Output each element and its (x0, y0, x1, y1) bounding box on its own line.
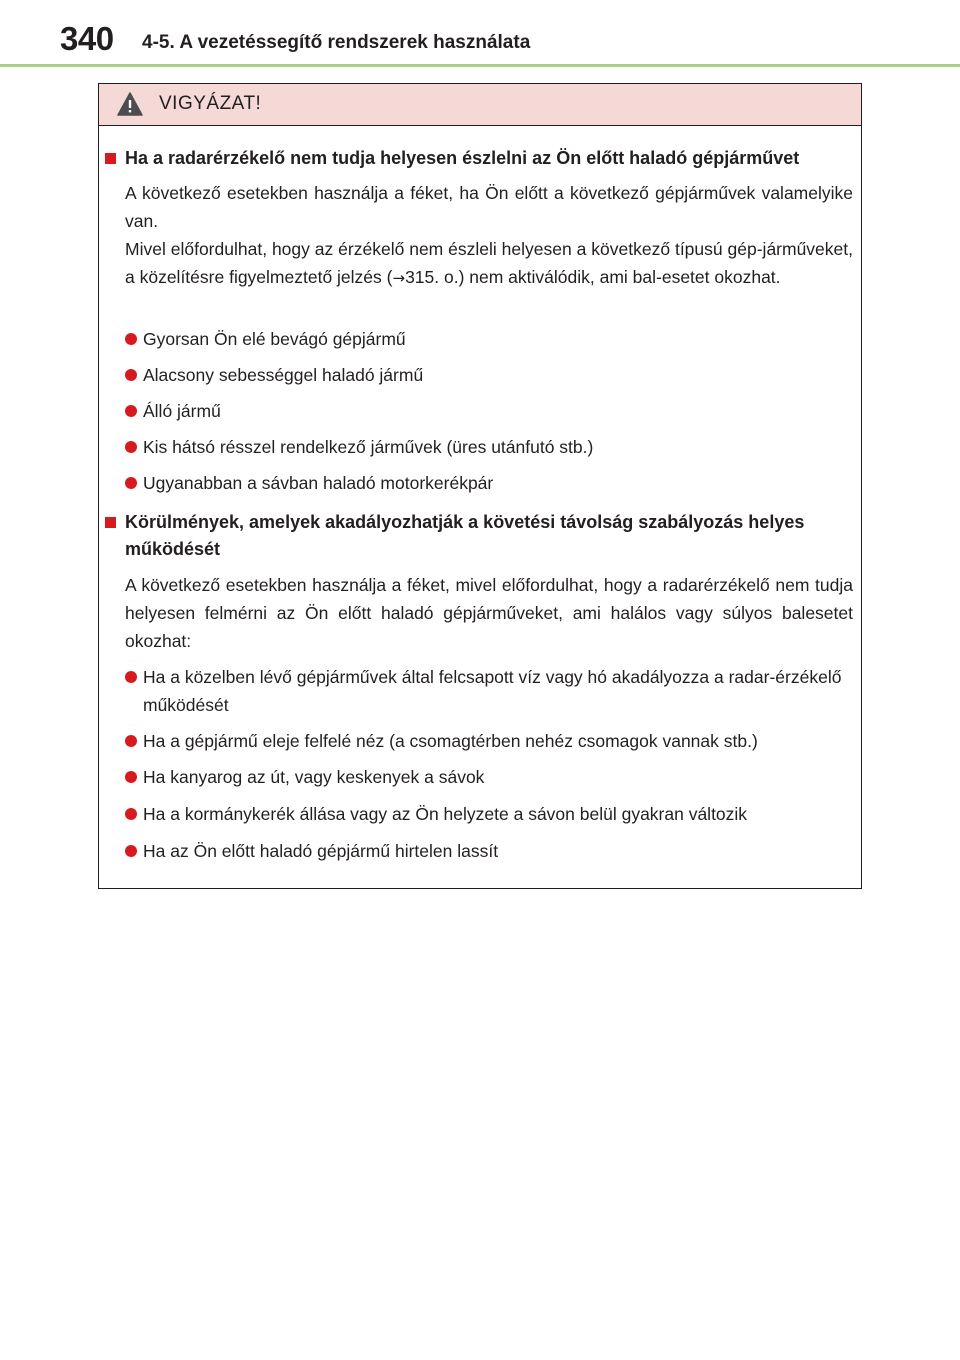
red-bullet-icon (125, 808, 137, 820)
arrow-icon: → (392, 269, 406, 287)
list-item: Ha a közelben lévő gépjárművek által felcsapott víz vagy hó akadályozza a radar-érzékelő működését (125, 663, 855, 719)
header-rule (0, 64, 960, 67)
red-bullet-icon (125, 735, 137, 747)
topic-title: Ha a radarérzékelő nem tudja helyesen észlelni az Ön előtt haladó gépjárművet (125, 148, 800, 168)
warning-triangle-icon (117, 92, 143, 116)
topic-radar-detection (105, 145, 855, 172)
red-square-marker (105, 153, 116, 164)
list-item: Ha a kormánykerék állása vagy az Ön helyzete a sávon belül gyakran változik (125, 800, 855, 828)
red-bullet-icon (125, 369, 137, 381)
list-item: Álló jármű (125, 397, 855, 425)
list-item: Alacsony sebességgel haladó jármű (125, 361, 855, 389)
topic-following-distance (105, 509, 855, 563)
list-item: Ha az Ön előtt haladó gépjármű hirtelen lassít (125, 837, 855, 865)
paragraph: A következő esetekben használja a féket, ha Ön előtt a következő gépjárművek valamelyike van. (125, 183, 853, 231)
page-number: 340 (60, 20, 114, 57)
topic-title: Körülmények, amelyek akadályozhatják a követési távolság szabályozás helyes működését (125, 512, 805, 559)
paragraph: A következő esetekben használja a féket, mivel előfordulhat, hogy a radarérzékelő nem tudja helyesen felmérni az Ön előtt haladó gépjárműveket, ami halálos vagy súlyos balesetet okozhat: (125, 575, 853, 651)
warning-box (98, 83, 862, 889)
red-bullet-icon (125, 405, 137, 417)
page-header (0, 0, 960, 70)
list-item: Ugyanabban a sávban haladó motorkerékpár (125, 469, 855, 497)
list-item: Gyorsan Ön elé bevágó gépjármű (125, 325, 855, 353)
list-item: Kis hátsó résszel rendelkező járművek (üres utánfutó stb.) (125, 433, 855, 461)
list-item: Ha kanyarog az út, vagy keskenyek a sávok (125, 763, 855, 791)
red-square-marker (105, 517, 116, 528)
red-bullet-icon (125, 771, 137, 783)
warning-label: VIGYÁZAT! (159, 93, 262, 114)
red-bullet-icon (125, 845, 137, 857)
warning-header (99, 84, 861, 126)
section-title: 4-5. A vezetéssegítő rendszerek használata (142, 32, 531, 53)
red-bullet-icon (125, 441, 137, 453)
red-bullet-icon (125, 671, 137, 683)
red-bullet-icon (125, 333, 137, 345)
paragraph: Mivel előfordulhat, hogy az érzékelő nem észleli helyesen a következő típusú gép-járműveket, a közelítésre figyelmeztető jelzés (→315. o.) nem aktiválódik, ami bal-esetet okozhat. (125, 239, 853, 287)
list-item: Ha a gépjármű eleje felfelé néz (a csomagtérben nehéz csomagok vannak stb.) (125, 727, 855, 755)
red-bullet-icon (125, 477, 137, 489)
